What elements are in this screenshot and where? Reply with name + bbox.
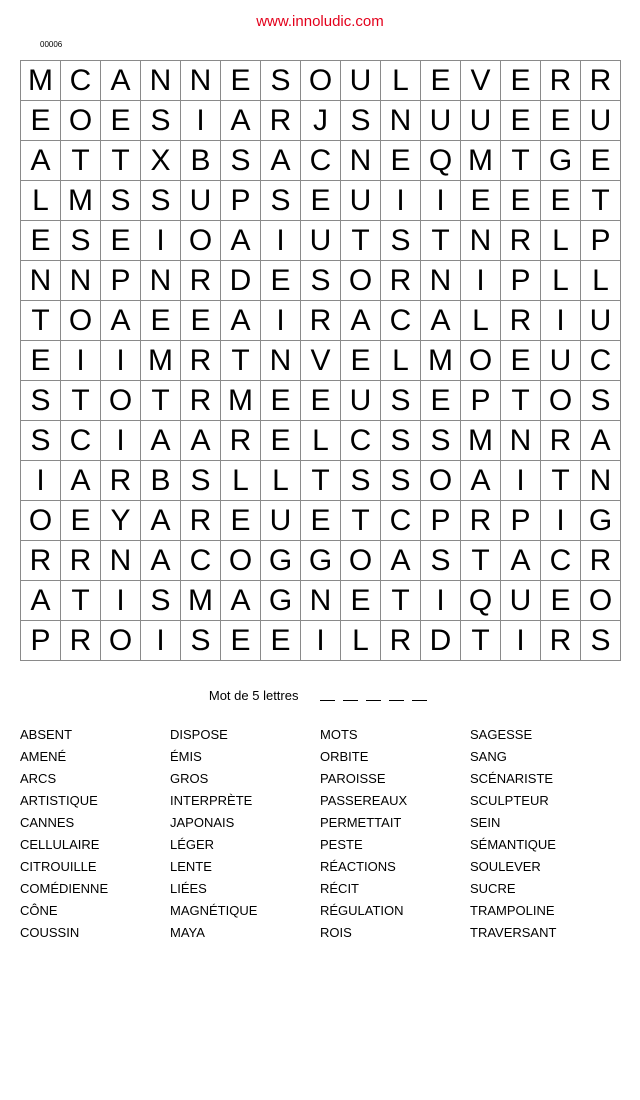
grid-cell[interactable]: A — [221, 301, 261, 341]
grid-cell[interactable]: S — [181, 621, 221, 661]
word-item: JAPONAIS — [170, 815, 235, 830]
word-item: RÉACTIONS — [320, 859, 396, 874]
answer-blank[interactable] — [343, 688, 358, 701]
word-item: SCULPTEUR — [470, 793, 549, 808]
grid-cell[interactable]: L — [301, 421, 341, 461]
grid-cell[interactable]: P — [21, 621, 61, 661]
grid-cell[interactable]: T — [421, 221, 461, 261]
grid-cell[interactable]: N — [21, 261, 61, 301]
grid-cell[interactable]: O — [21, 501, 61, 541]
grid-cell[interactable]: R — [381, 261, 421, 301]
grid-cell[interactable]: N — [141, 61, 181, 101]
grid-cell[interactable]: R — [461, 501, 501, 541]
grid-cell[interactable]: V — [301, 341, 341, 381]
grid-cell[interactable]: E — [301, 181, 341, 221]
grid-cell[interactable]: R — [541, 421, 581, 461]
grid-cell[interactable]: E — [181, 301, 221, 341]
grid-cell[interactable]: C — [541, 541, 581, 581]
grid-cell[interactable]: E — [541, 181, 581, 221]
word-item: TRAVERSANT — [470, 925, 557, 940]
word-item: SUCRE — [470, 881, 516, 896]
word-item: CÔNE — [20, 903, 58, 918]
word-item: SOULEVER — [470, 859, 541, 874]
grid-cell[interactable]: T — [61, 581, 101, 621]
word-item: ÉMIS — [170, 749, 202, 764]
grid-cell[interactable]: T — [61, 141, 101, 181]
word-item: ORBITE — [320, 749, 369, 764]
grid-cell[interactable]: U — [301, 221, 341, 261]
grid-cell[interactable]: U — [261, 501, 301, 541]
grid-cell[interactable]: C — [61, 421, 101, 461]
grid-row — [21, 501, 621, 541]
answer-prompt — [0, 687, 640, 704]
grid-cell[interactable]: R — [581, 541, 621, 581]
grid-cell[interactable]: P — [581, 221, 621, 261]
grid-cell[interactable]: O — [421, 461, 461, 501]
grid-cell[interactable]: R — [541, 61, 581, 101]
grid-cell[interactable]: C — [381, 301, 421, 341]
letter-grid — [20, 60, 621, 661]
grid-cell[interactable]: A — [141, 501, 181, 541]
grid-cell[interactable]: O — [581, 581, 621, 621]
word-item: ABSENT — [20, 727, 73, 742]
grid-cell[interactable]: N — [61, 261, 101, 301]
word-item: CELLULAIRE — [20, 837, 100, 852]
grid-cell[interactable]: E — [21, 341, 61, 381]
grid-row — [21, 341, 621, 381]
grid-cell[interactable]: C — [381, 501, 421, 541]
grid-cell[interactable]: L — [221, 461, 261, 501]
grid-cell[interactable]: E — [301, 381, 341, 421]
grid-cell[interactable]: M — [181, 581, 221, 621]
grid-cell[interactable]: I — [461, 261, 501, 301]
grid-cell[interactable]: O — [61, 101, 101, 141]
grid-cell[interactable]: G — [261, 581, 301, 621]
grid-cell[interactable]: I — [101, 341, 141, 381]
word-item: MAYA — [170, 925, 205, 940]
grid-cell[interactable]: M — [461, 421, 501, 461]
grid-cell[interactable]: L — [341, 621, 381, 661]
grid-cell[interactable]: A — [381, 541, 421, 581]
grid-cell[interactable]: P — [421, 501, 461, 541]
grid-cell[interactable]: R — [261, 101, 301, 141]
word-item: ARTISTIQUE — [20, 793, 98, 808]
word-column — [470, 728, 620, 948]
grid-row — [21, 181, 621, 221]
word-item: LENTE — [170, 859, 212, 874]
grid-cell[interactable]: R — [181, 381, 221, 421]
grid-cell[interactable]: I — [501, 621, 541, 661]
grid-cell[interactable]: M — [21, 61, 61, 101]
grid-cell[interactable]: M — [421, 341, 461, 381]
grid-cell[interactable]: E — [261, 381, 301, 421]
grid-cell[interactable]: T — [541, 461, 581, 501]
grid-cell[interactable]: O — [101, 621, 141, 661]
word-item: COUSSIN — [20, 925, 80, 940]
grid-cell[interactable]: R — [501, 301, 541, 341]
grid-cell[interactable]: O — [541, 381, 581, 421]
grid-cell[interactable]: L — [581, 261, 621, 301]
grid-cell[interactable]: O — [181, 221, 221, 261]
grid-cell[interactable]: T — [221, 341, 261, 381]
grid-cell[interactable]: L — [21, 181, 61, 221]
grid-cell[interactable]: S — [581, 381, 621, 421]
grid-cell[interactable]: R — [501, 221, 541, 261]
grid-cell[interactable]: R — [581, 61, 621, 101]
word-item: GROS — [170, 771, 209, 786]
grid-cell[interactable]: E — [501, 341, 541, 381]
grid-cell[interactable]: S — [381, 461, 421, 501]
word-item: PAROISSE — [320, 771, 386, 786]
grid-cell[interactable]: S — [341, 461, 381, 501]
grid-cell[interactable]: A — [101, 301, 141, 341]
grid-row — [21, 221, 621, 261]
answer-blank[interactable] — [412, 688, 427, 701]
grid-cell[interactable]: E — [101, 101, 141, 141]
grid-cell[interactable]: O — [461, 341, 501, 381]
word-column — [170, 728, 320, 948]
grid-cell[interactable]: A — [261, 141, 301, 181]
grid-cell[interactable]: A — [581, 421, 621, 461]
grid-cell[interactable]: N — [381, 101, 421, 141]
grid-cell[interactable]: U — [501, 581, 541, 621]
word-item: SAGESSE — [470, 727, 533, 742]
grid-cell[interactable]: T — [581, 181, 621, 221]
grid-cell[interactable]: G — [301, 541, 341, 581]
word-column — [20, 728, 170, 948]
grid-cell[interactable]: E — [261, 621, 301, 661]
grid-cell[interactable]: M — [141, 341, 181, 381]
word-item: LIÉES — [170, 881, 207, 896]
grid-cell[interactable]: R — [181, 261, 221, 301]
grid-cell[interactable]: J — [301, 101, 341, 141]
grid-cell[interactable]: A — [61, 461, 101, 501]
grid-row — [21, 541, 621, 581]
grid-cell[interactable]: I — [61, 341, 101, 381]
answer-blank[interactable] — [320, 688, 335, 701]
grid-cell[interactable]: I — [261, 301, 301, 341]
grid-cell[interactable]: S — [61, 221, 101, 261]
grid-cell[interactable]: A — [21, 141, 61, 181]
word-item: PASSEREAUX — [320, 793, 408, 808]
grid-cell[interactable]: S — [141, 181, 181, 221]
grid-cell[interactable]: E — [381, 141, 421, 181]
grid-cell[interactable]: S — [221, 141, 261, 181]
grid-cell[interactable]: E — [501, 61, 541, 101]
site-url-link[interactable]: www.innoludic.com — [256, 13, 384, 30]
word-item: ARCS — [20, 771, 57, 786]
grid-cell[interactable]: L — [541, 261, 581, 301]
word-item: SANG — [470, 749, 507, 764]
grid-cell[interactable]: A — [341, 301, 381, 341]
grid-cell[interactable]: L — [381, 61, 421, 101]
grid-cell[interactable]: N — [501, 421, 541, 461]
answer-blanks — [316, 688, 431, 704]
grid-cell[interactable]: C — [181, 541, 221, 581]
puzzle-id: 00006 — [40, 40, 63, 49]
answer-label: Mot de 5 lettres — [208, 688, 299, 704]
word-item: SEIN — [470, 815, 501, 830]
grid-cell[interactable]: A — [221, 221, 261, 261]
grid-cell[interactable]: R — [21, 541, 61, 581]
grid-cell[interactable]: N — [341, 141, 381, 181]
grid-cell[interactable]: E — [101, 221, 141, 261]
grid-cell[interactable]: U — [581, 101, 621, 141]
grid-cell[interactable]: N — [461, 221, 501, 261]
grid-cell[interactable]: R — [301, 301, 341, 341]
grid-row — [21, 581, 621, 621]
grid-cell[interactable]: R — [61, 541, 101, 581]
grid-cell[interactable]: E — [501, 181, 541, 221]
grid-cell[interactable]: T — [61, 381, 101, 421]
grid-cell[interactable]: E — [461, 181, 501, 221]
grid-cell[interactable]: O — [341, 541, 381, 581]
grid-cell[interactable]: T — [381, 581, 421, 621]
grid-cell[interactable]: V — [461, 61, 501, 101]
grid-cell[interactable]: I — [141, 621, 181, 661]
grid-cell[interactable]: A — [141, 421, 181, 461]
grid-cell[interactable]: T — [21, 301, 61, 341]
grid-cell[interactable]: S — [581, 621, 621, 661]
grid-cell[interactable]: E — [21, 221, 61, 261]
grid-cell[interactable]: A — [181, 421, 221, 461]
word-item: CITROUILLE — [20, 859, 97, 874]
grid-cell[interactable]: X — [141, 141, 181, 181]
grid-cell[interactable]: S — [181, 461, 221, 501]
grid-cell[interactable]: G — [541, 141, 581, 181]
grid-cell[interactable]: Q — [421, 141, 461, 181]
grid-cell[interactable]: S — [21, 381, 61, 421]
grid-cell[interactable]: E — [421, 61, 461, 101]
grid-cell[interactable]: Q — [461, 581, 501, 621]
grid-cell[interactable]: M — [61, 181, 101, 221]
grid-cell[interactable]: I — [541, 301, 581, 341]
grid-cell[interactable]: I — [141, 221, 181, 261]
grid-cell[interactable]: P — [101, 261, 141, 301]
grid-cell[interactable]: U — [341, 181, 381, 221]
grid-cell[interactable]: P — [461, 381, 501, 421]
word-item: SCÉNARISTE — [470, 771, 554, 786]
grid-row — [21, 461, 621, 501]
grid-cell[interactable]: I — [381, 181, 421, 221]
grid-cell[interactable]: S — [141, 101, 181, 141]
grid-cell[interactable]: S — [381, 421, 421, 461]
grid-cell[interactable]: U — [581, 301, 621, 341]
grid-cell[interactable]: A — [101, 61, 141, 101]
word-item: RÉCIT — [320, 881, 359, 896]
grid-cell[interactable]: U — [461, 101, 501, 141]
grid-row — [21, 421, 621, 461]
grid-cell[interactable]: S — [261, 61, 301, 101]
grid-cell[interactable]: S — [341, 101, 381, 141]
word-item: CANNES — [20, 815, 75, 830]
grid-cell[interactable]: T — [341, 221, 381, 261]
grid-cell[interactable]: O — [221, 541, 261, 581]
grid-cell[interactable]: E — [341, 581, 381, 621]
grid-cell[interactable]: S — [301, 261, 341, 301]
grid-cell[interactable]: O — [61, 301, 101, 341]
grid-cell[interactable]: A — [221, 581, 261, 621]
grid-cell[interactable]: L — [541, 221, 581, 261]
grid-cell[interactable]: P — [221, 181, 261, 221]
grid-cell[interactable]: S — [141, 581, 181, 621]
grid-row — [21, 621, 621, 661]
grid-cell[interactable]: D — [221, 261, 261, 301]
grid-cell[interactable]: E — [61, 501, 101, 541]
grid-cell[interactable]: T — [141, 381, 181, 421]
grid-cell[interactable]: C — [341, 421, 381, 461]
grid-cell[interactable]: E — [421, 381, 461, 421]
grid-cell[interactable]: C — [301, 141, 341, 181]
grid-cell[interactable]: T — [341, 501, 381, 541]
grid-cell[interactable]: I — [181, 101, 221, 141]
grid-cell[interactable]: M — [461, 141, 501, 181]
grid-cell[interactable]: N — [181, 61, 221, 101]
grid-row — [21, 141, 621, 181]
word-item: PESTE — [320, 837, 363, 852]
grid-cell[interactable]: I — [261, 221, 301, 261]
grid-cell[interactable]: E — [541, 101, 581, 141]
grid-cell[interactable]: S — [421, 421, 461, 461]
grid-cell[interactable]: C — [61, 61, 101, 101]
grid-cell[interactable]: E — [581, 141, 621, 181]
grid-cell[interactable]: L — [461, 301, 501, 341]
grid-cell[interactable]: L — [261, 461, 301, 501]
grid-cell[interactable]: A — [141, 541, 181, 581]
answer-blank[interactable] — [366, 688, 381, 701]
grid-cell[interactable]: I — [101, 421, 141, 461]
grid-cell[interactable]: A — [501, 541, 541, 581]
grid-cell[interactable]: R — [221, 421, 261, 461]
grid-cell[interactable]: S — [381, 221, 421, 261]
grid-cell[interactable]: T — [501, 381, 541, 421]
word-item: INTERPRÈTE — [170, 793, 253, 808]
grid-cell[interactable]: U — [341, 61, 381, 101]
grid-cell[interactable]: O — [301, 61, 341, 101]
word-item: TRAMPOLINE — [470, 903, 555, 918]
grid-cell[interactable]: P — [501, 501, 541, 541]
word-item: MAGNÉTIQUE — [170, 903, 258, 918]
grid-cell[interactable]: I — [501, 461, 541, 501]
grid-cell[interactable]: T — [501, 141, 541, 181]
grid-cell[interactable]: S — [101, 181, 141, 221]
grid-row — [21, 261, 621, 301]
grid-cell[interactable]: D — [421, 621, 461, 661]
grid-cell[interactable]: A — [421, 301, 461, 341]
grid-cell[interactable]: E — [21, 101, 61, 141]
grid-cell[interactable]: R — [381, 621, 421, 661]
grid-cell[interactable]: E — [221, 621, 261, 661]
grid-cell[interactable]: R — [541, 621, 581, 661]
grid-cell[interactable]: E — [141, 301, 181, 341]
grid-cell[interactable]: I — [101, 581, 141, 621]
word-item: AMENÉ — [20, 749, 67, 764]
grid-row — [21, 301, 621, 341]
grid-cell[interactable]: E — [541, 581, 581, 621]
grid-cell[interactable]: N — [421, 261, 461, 301]
grid-row — [21, 381, 621, 421]
grid-cell[interactable]: I — [421, 181, 461, 221]
grid-cell[interactable]: R — [181, 341, 221, 381]
word-item: MOTS — [320, 727, 358, 742]
grid-cell[interactable]: U — [181, 181, 221, 221]
grid-cell[interactable]: A — [221, 101, 261, 141]
answer-blank[interactable] — [389, 688, 404, 701]
grid-cell[interactable]: N — [581, 461, 621, 501]
grid-cell[interactable]: M — [221, 381, 261, 421]
grid-cell[interactable]: I — [21, 461, 61, 501]
grid-cell[interactable]: E — [501, 101, 541, 141]
grid-cell[interactable]: T — [101, 141, 141, 181]
grid-cell[interactable]: R — [101, 461, 141, 501]
grid-cell[interactable]: N — [101, 541, 141, 581]
grid-cell[interactable]: I — [421, 581, 461, 621]
grid-cell[interactable]: E — [341, 341, 381, 381]
grid-cell[interactable]: I — [301, 621, 341, 661]
grid-cell[interactable]: S — [21, 421, 61, 461]
grid-cell[interactable]: P — [501, 261, 541, 301]
grid-cell[interactable]: T — [461, 621, 501, 661]
grid-cell[interactable]: Y — [101, 501, 141, 541]
grid-cell[interactable]: G — [581, 501, 621, 541]
word-item: COMÉDIENNE — [20, 881, 109, 896]
grid-cell[interactable]: E — [261, 421, 301, 461]
grid-cell[interactable]: S — [421, 541, 461, 581]
grid-cell[interactable]: U — [541, 341, 581, 381]
word-item: DISPOSE — [170, 727, 228, 742]
grid-cell[interactable]: T — [461, 541, 501, 581]
grid-cell[interactable]: U — [421, 101, 461, 141]
grid-row — [21, 61, 621, 101]
word-column — [320, 728, 470, 948]
grid-cell[interactable]: O — [341, 261, 381, 301]
grid-cell[interactable]: E — [301, 501, 341, 541]
word-item: RÉGULATION — [320, 903, 404, 918]
grid-cell[interactable]: O — [101, 381, 141, 421]
word-item: LÉGER — [170, 837, 215, 852]
grid-cell[interactable]: E — [221, 501, 261, 541]
grid-cell[interactable]: S — [381, 381, 421, 421]
grid-row — [21, 101, 621, 141]
grid-cell[interactable]: N — [301, 581, 341, 621]
grid-cell[interactable]: S — [261, 181, 301, 221]
word-item: PERMETTAIT — [320, 815, 402, 830]
grid-cell[interactable]: N — [141, 261, 181, 301]
grid-cell[interactable]: R — [181, 501, 221, 541]
grid-cell[interactable]: N — [261, 341, 301, 381]
grid-cell[interactable]: A — [461, 461, 501, 501]
grid-cell[interactable]: I — [541, 501, 581, 541]
grid-cell[interactable]: L — [381, 341, 421, 381]
grid-cell[interactable]: G — [261, 541, 301, 581]
grid-cell[interactable]: E — [261, 261, 301, 301]
grid-cell[interactable]: A — [21, 581, 61, 621]
grid-cell[interactable]: R — [61, 621, 101, 661]
grid-cell[interactable]: B — [141, 461, 181, 501]
grid-cell[interactable]: C — [581, 341, 621, 381]
grid-cell[interactable]: T — [301, 461, 341, 501]
grid-cell[interactable]: B — [181, 141, 221, 181]
word-item: ROIS — [320, 925, 352, 940]
grid-cell[interactable]: E — [221, 61, 261, 101]
word-item: SÉMANTIQUE — [470, 837, 556, 852]
grid-cell[interactable]: U — [341, 381, 381, 421]
